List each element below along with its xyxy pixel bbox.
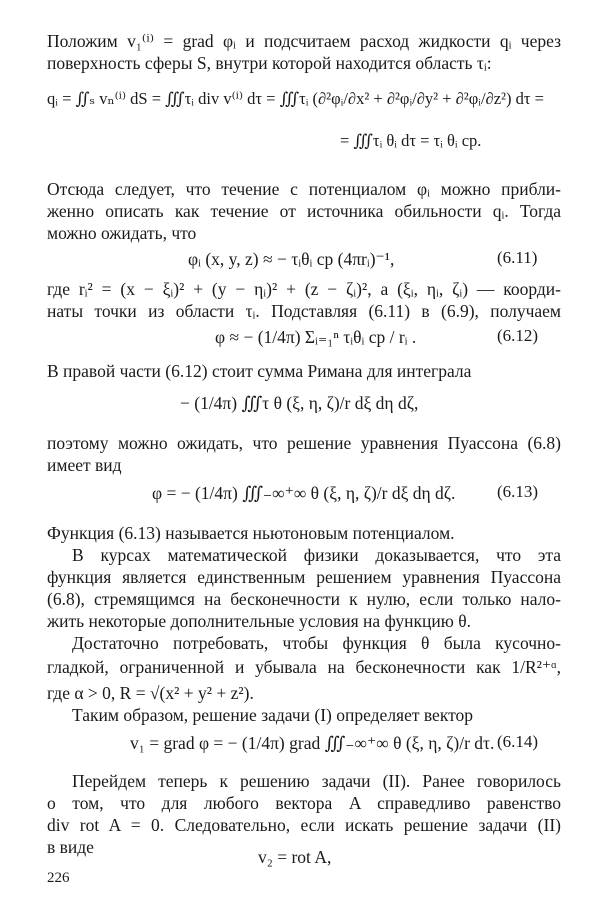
formula-6-13: φ = − (1/4π) ∭₋∞⁺∞ θ (ξ, η, ζ)/r dξ dη dζ. — [152, 483, 456, 503]
text-line: где rᵢ² = (x − ξᵢ)² + (y − ηᵢ)² + (z − ζᵢ)², а (ξᵢ, ηᵢ, ζᵢ) — коорди- — [47, 279, 561, 299]
text-line: Достаточно потребовать, чтобы функция θ была кусочно- — [72, 633, 561, 653]
text-line: в виде — [47, 837, 94, 857]
formula-flux-cont: = ∭τᵢ θᵢ dτ = τᵢ θᵢ ср. — [340, 131, 482, 150]
text-line: (6.8), стремящимся на бесконечности к нулю, если только нало- — [47, 589, 561, 609]
formula-v2: v₂ = rot A, — [258, 847, 332, 867]
equation-number: (6.13) — [497, 482, 539, 501]
text-line: div rot A = 0. Следовательно, если искать решение задачи (II) — [47, 815, 561, 835]
text-line: поверхность сферы S, внутри которой находится область τᵢ: — [47, 53, 492, 73]
equation-number: (6.14) — [497, 732, 539, 751]
text-line: женно описать как течение от источника обильности qᵢ. Тогда — [47, 201, 561, 221]
text-line: функция является единственным решением уравнения Пуассона — [47, 567, 561, 587]
text-line: В правой части (6.12) стоит сумма Римана для интеграла — [47, 361, 472, 381]
text-line: наты точки из области τᵢ. Подставляя (6.11) в (6.9), получаем — [47, 301, 561, 321]
formula-integral: − (1/4π) ∭τ θ (ξ, η, ζ)/r dξ dη dζ, — [180, 393, 419, 413]
equation-number: (6.12) — [497, 326, 539, 345]
formula-6-11: φᵢ (x, y, z) ≈ − τᵢθᵢ ср (4πrᵢ)⁻¹, — [188, 249, 395, 269]
text-line: жить некоторые дополнительные условия на функцию θ. — [47, 611, 471, 631]
text-line: где α > 0, R = √(x² + y² + z²). — [47, 683, 254, 703]
formula-6-14: v₁ = grad φ = − (1/4π) grad ∭₋∞⁺∞ θ (ξ, η, ζ)/r dτ. — [130, 733, 495, 753]
page-number: 226 — [47, 870, 70, 886]
text-line: Перейдем теперь к решению задачи (II). Ранее говорилось — [72, 771, 561, 791]
text-line: Функция (6.13) называется ньютоновым потенциалом. — [47, 523, 455, 543]
text-line: В курсах математической физики доказывается, что эта — [72, 545, 561, 565]
text-line: поэтому можно ожидать, что решение уравнения Пуассона (6.8) — [47, 433, 561, 453]
text-line: Положим v₁⁽ⁱ⁾ = grad φᵢ и подсчитаем расход жидкости qᵢ через — [47, 31, 561, 51]
text-line: имеет вид — [47, 455, 122, 475]
formula-6-12: φ ≈ − (1/4π) Σᵢ₌₁ⁿ τᵢθᵢ ср / rᵢ . — [215, 327, 417, 347]
text-line: Таким образом, решение задачи (I) определяет вектор — [72, 705, 474, 725]
formula-flux: qᵢ = ∬ₛ vₙ⁽ⁱ⁾ dS = ∭τᵢ div v⁽ⁱ⁾ dτ = ∭τᵢ (∂²φᵢ/∂x² + ∂²φᵢ/∂y² + ∂²φᵢ/∂z²) dτ = — [47, 89, 544, 108]
text-line: о том, что для любого вектора A справедливо равенство — [47, 793, 561, 813]
text-line: гладкой, ограниченной и убывала на бесконечности как 1/R²⁺ᵅ, — [47, 657, 561, 677]
equation-number: (6.11) — [497, 248, 538, 267]
text-line: Отсюда следует, что течение с потенциалом φᵢ можно прибли- — [47, 179, 561, 199]
text-line: можно ожидать, что — [47, 223, 197, 243]
